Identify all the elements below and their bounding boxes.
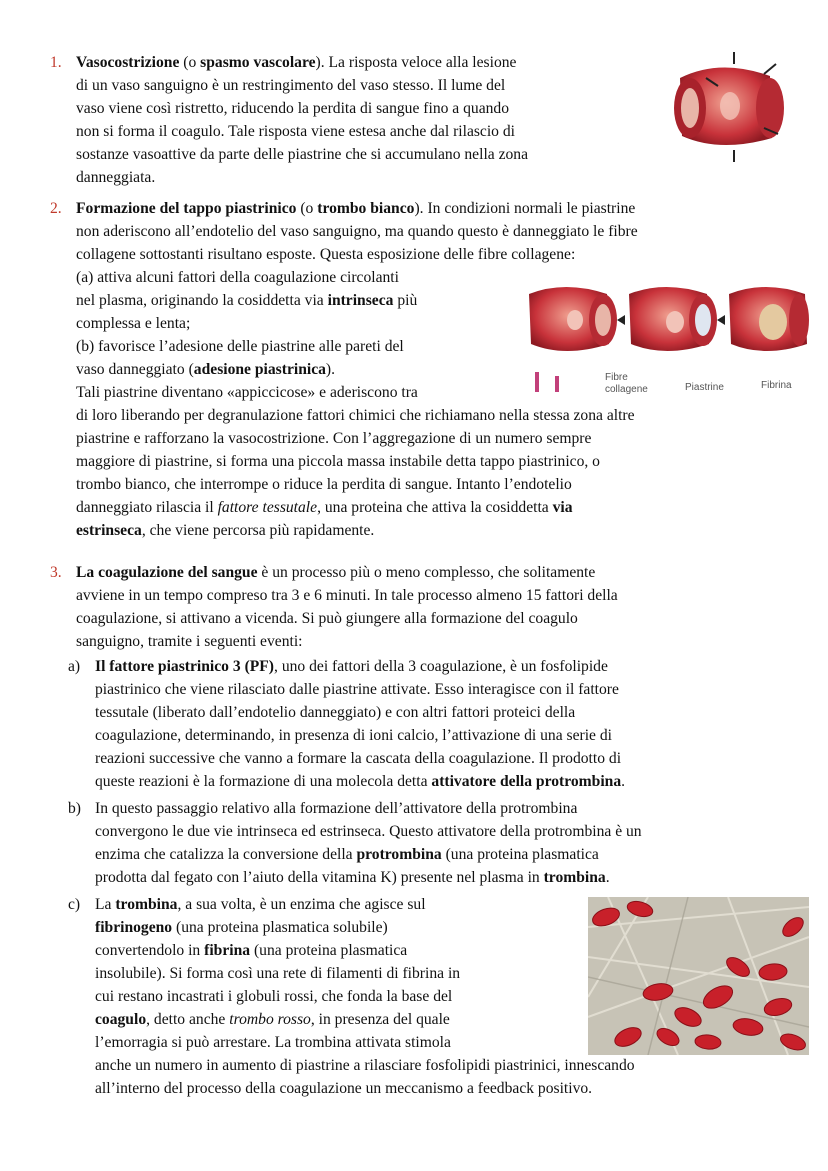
s1-line-5: sostanze vasoattive da parte delle piastrine che si accumulano nella zona bbox=[76, 146, 529, 163]
label-collagene: collagene bbox=[605, 384, 648, 395]
s3c-line-3: convertendolo in fibrina (una proteina plasmatica bbox=[95, 942, 408, 959]
s3-line-1: La coagulazione del sangue è un processo più o meno complesso, che solitamente bbox=[76, 564, 596, 581]
s3c-line-7: l’emorragia si può arrestare. La trombina attivata stimola bbox=[95, 1034, 451, 1051]
list-number-1: 1. bbox=[50, 54, 62, 71]
s3c-line-6: coagulo, detto anche trombo rosso, in presenza del quale bbox=[95, 1011, 450, 1028]
s1-line-3: vaso viene così ristretto, riducendo la perdita di sangue fino a quando bbox=[76, 100, 510, 117]
s2-line-11: piastrine e rafforzano la vasocostrizione. Con l’aggregazione di un numero sempre bbox=[76, 430, 592, 447]
s2-line-14: danneggiato rilascia il fattore tessutale, una proteina che attiva la cosiddetta via bbox=[76, 499, 573, 516]
s1-line-2: di un vaso sanguigno è un restringimento del vaso stesso. Il lume del bbox=[76, 77, 506, 94]
s3c-line-2: fibrinogeno (una proteina plasmatica solubile) bbox=[95, 919, 388, 936]
vasoconstriction-illustration bbox=[660, 48, 794, 166]
s3b-line-2: convergono le due vie intrinseca ed estrinseca. Questo attivatore della protrombina è un bbox=[95, 823, 642, 840]
s3-line-2: avviene in un tempo compreso tra 3 e 6 minuti. In tale processo almeno 15 fattori della bbox=[76, 587, 618, 604]
s3a-line-6: queste reazioni è la formazione di una molecola detta attivatore della protrombina. bbox=[95, 773, 626, 790]
sublist-mark-b: b) bbox=[68, 800, 81, 817]
s1-line-1: Vasocostrizione (o spasmo vascolare). La risposta veloce alla lesione bbox=[76, 54, 517, 71]
s2-line-4: (a) attiva alcuni fattori della coagulazione circolanti bbox=[76, 269, 399, 286]
s2-line-9: Tali piastrine diventano «appiccicose» e aderiscono tra bbox=[76, 384, 418, 401]
s3a-line-3: tessutale (liberato dall’endotelio danneggiato) e con altri fattori proteici della bbox=[95, 704, 576, 721]
platelet-plug-illustration bbox=[525, 280, 810, 408]
s3a-line-2: piastrinico che viene rilasciato dalle piastrine attivate. Esso interagisce con il fattore bbox=[95, 681, 619, 698]
s1-line-4: non si forma il coagulo. Tale risposta viene estesa anche dal rilascio di bbox=[76, 123, 516, 140]
s2-line-15: estrinseca, che viene percorsa più rapidamente. bbox=[76, 522, 375, 539]
s3-line-3: coagulazione, si attivano a vicenda. Si può giungere alla formazione del coagulo bbox=[76, 610, 578, 627]
s2-line-3: collagene sottostanti risultano esposte. Questa esposizione delle fibre collagene: bbox=[76, 246, 576, 263]
s3b-line-1: In questo passaggio relativo alla formazione dell’attivatore della protrombina bbox=[95, 800, 578, 817]
s3c-line-5: cui restano incastrati i globuli rossi, che fonda la base del bbox=[95, 988, 453, 1005]
s2-line-7: (b) favorisce l’adesione delle piastrine alle pareti del bbox=[76, 338, 404, 355]
s2-line-13: trombo bianco, che interrompe o riduce la perdita di sangue. Intanto l’endotelio bbox=[76, 476, 572, 493]
s3c-line-1: La trombina, a sua volta, è un enzima che agisce sul bbox=[95, 896, 426, 913]
term-spasmo-vascolare: spasmo vascolare bbox=[200, 54, 316, 71]
term-vasocostrizione: Vasocostrizione bbox=[76, 54, 180, 71]
s3-line-4: sanguigno, tramite i seguenti eventi: bbox=[76, 633, 303, 650]
s2-line-8: vaso danneggiato (adesione piastrinica). bbox=[76, 361, 336, 378]
s3a-line-1: Il fattore piastrinico 3 (PF), uno dei fattori della 3 coagulazione, è un fosfolipide bbox=[95, 658, 608, 675]
sublist-mark-c: c) bbox=[68, 896, 81, 913]
list-number-2: 2. bbox=[50, 200, 62, 217]
sublist-mark-a: a) bbox=[68, 658, 81, 675]
fibrin-micrograph bbox=[588, 897, 809, 1055]
s3a-line-5: reazioni successive che vanno a formare la cascata della coagulazione. Il prodotto di bbox=[95, 750, 622, 767]
s2-line-12: maggiore di piastrine, si forma una piccola massa instabile detta tappo piastrinico, o bbox=[76, 453, 600, 470]
s2-line-2: non aderiscono all’endotelio del vaso sanguigno, ma quando questo è danneggiato le fibre bbox=[76, 223, 638, 240]
s3c-line-8: anche un numero in aumento di piastrine a rilasciare fosfolipidi piastrinici, innescando bbox=[95, 1057, 635, 1074]
label-fibre: Fibre bbox=[605, 372, 628, 383]
label-piastrine: Piastrine bbox=[685, 382, 724, 393]
s3a-line-4: coagulazione, determinando, in presenza di ioni calcio, l’attivazione di una serie di bbox=[95, 727, 612, 744]
s1-line-6: danneggiata. bbox=[76, 169, 156, 186]
s3b-line-3: enzima che catalizza la conversione della protrombina (una proteina plasmatica bbox=[95, 846, 599, 863]
s2-line-6: complessa e lenta; bbox=[76, 315, 191, 332]
s2-line-10: di loro liberando per degranulazione fattori chimici che richiamano nella stessa zona altre bbox=[76, 407, 635, 424]
s3c-line-4: insolubile). Si forma così una rete di filamenti di fibrina in bbox=[95, 965, 461, 982]
s2-line-5: nel plasma, originando la cosiddetta via intrinseca più bbox=[76, 292, 418, 309]
s2-line-1: Formazione del tappo piastrinico (o trombo bianco). In condizioni normali le piastrine bbox=[76, 200, 636, 217]
s3c-line-9: all’interno del processo della coagulazione un meccanismo a feedback positivo. bbox=[95, 1080, 593, 1097]
label-fibrina: Fibrina bbox=[761, 380, 792, 391]
list-number-3: 3. bbox=[50, 564, 62, 581]
s3b-line-4: prodotta dal fegato con l’aiuto della vitamina K) presente nel plasma in trombina. bbox=[95, 869, 610, 886]
